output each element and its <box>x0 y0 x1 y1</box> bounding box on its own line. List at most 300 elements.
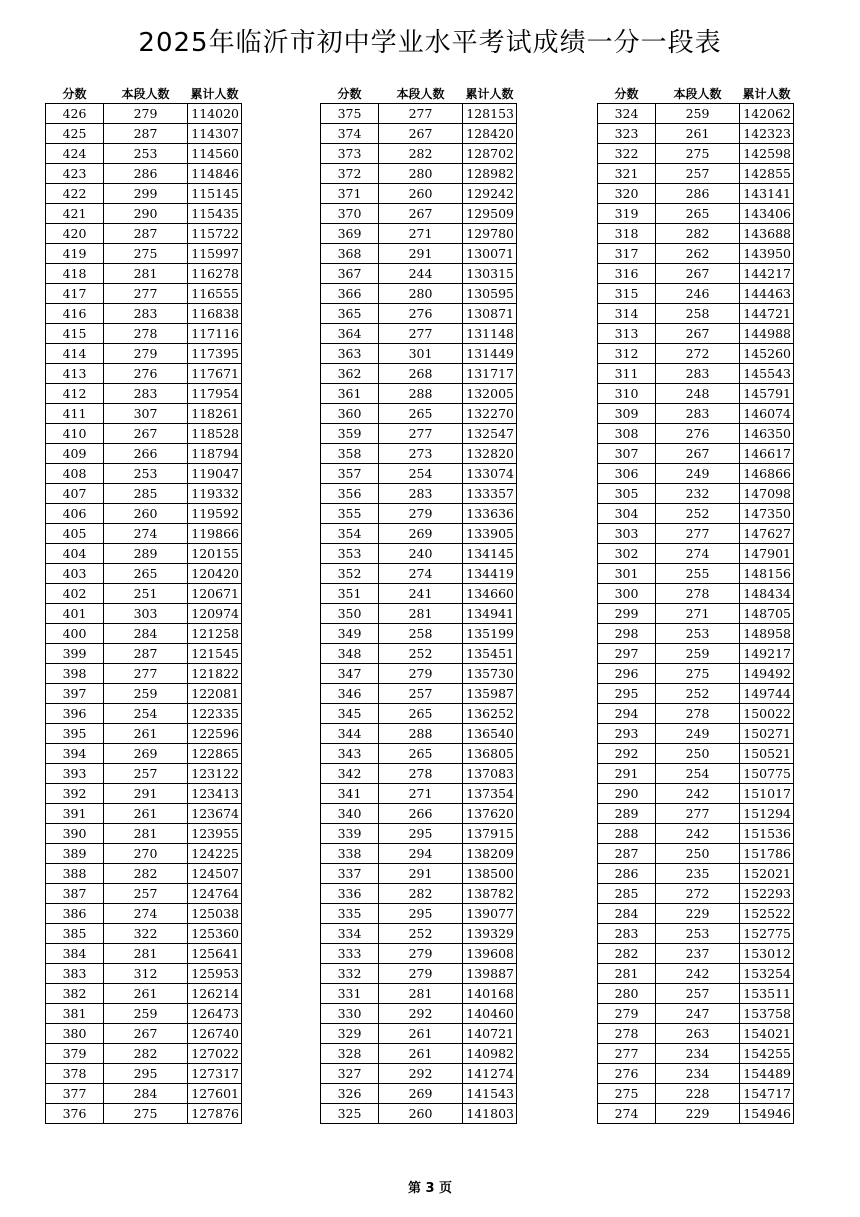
cumulative-count-cell: 150271 <box>740 724 794 744</box>
table-row <box>46 144 242 164</box>
score-table-3 <box>597 84 794 1124</box>
score-cell: 338 <box>321 844 379 864</box>
column-header-score: 分数 <box>598 84 656 104</box>
table-row <box>598 1024 794 1044</box>
table-row <box>598 784 794 804</box>
score-cell: 314 <box>598 304 656 324</box>
cumulative-count-cell: 124225 <box>188 844 242 864</box>
table-row <box>598 584 794 604</box>
table-row <box>46 904 242 924</box>
table-row <box>46 1084 242 1104</box>
cumulative-count-cell: 144463 <box>740 284 794 304</box>
table-row <box>46 884 242 904</box>
table-row <box>46 844 242 864</box>
cumulative-count-cell: 153758 <box>740 1004 794 1024</box>
table-row <box>321 1064 517 1084</box>
score-cell: 343 <box>321 744 379 764</box>
segment-count-cell: 269 <box>104 744 188 764</box>
column-header-cumulative-count: 累计人数 <box>188 84 242 104</box>
score-cell: 276 <box>598 1064 656 1084</box>
score-cell: 421 <box>46 204 104 224</box>
cumulative-count-cell: 151536 <box>740 824 794 844</box>
table-row <box>46 464 242 484</box>
cumulative-count-cell: 126214 <box>188 984 242 1004</box>
score-cell: 301 <box>598 564 656 584</box>
score-cell: 395 <box>46 724 104 744</box>
score-cell: 288 <box>598 824 656 844</box>
segment-count-cell: 277 <box>656 524 740 544</box>
table-row <box>321 844 517 864</box>
score-cell: 374 <box>321 124 379 144</box>
table-row <box>598 724 794 744</box>
segment-count-cell: 262 <box>656 244 740 264</box>
segment-count-cell: 267 <box>379 204 463 224</box>
table-row <box>598 804 794 824</box>
segment-count-cell: 287 <box>104 124 188 144</box>
table-row <box>321 904 517 924</box>
segment-count-cell: 289 <box>104 544 188 564</box>
table-row <box>598 304 794 324</box>
cumulative-count-cell: 147350 <box>740 504 794 524</box>
score-cell: 332 <box>321 964 379 984</box>
segment-count-cell: 271 <box>379 784 463 804</box>
cumulative-count-cell: 146074 <box>740 404 794 424</box>
cumulative-count-cell: 137915 <box>463 824 517 844</box>
table-row <box>46 744 242 764</box>
segment-count-cell: 229 <box>656 904 740 924</box>
table-row <box>46 664 242 684</box>
cumulative-count-cell: 154255 <box>740 1044 794 1064</box>
table-row <box>598 324 794 344</box>
table-row <box>321 344 517 364</box>
table-row <box>321 264 517 284</box>
table-row <box>46 804 242 824</box>
segment-count-cell: 283 <box>656 364 740 384</box>
score-cell: 362 <box>321 364 379 384</box>
score-cell: 330 <box>321 1004 379 1024</box>
score-cell: 274 <box>598 1104 656 1124</box>
cumulative-count-cell: 150521 <box>740 744 794 764</box>
score-cell: 335 <box>321 904 379 924</box>
score-cell: 351 <box>321 584 379 604</box>
score-cell: 322 <box>598 144 656 164</box>
cumulative-count-cell: 140721 <box>463 1024 517 1044</box>
score-cell: 284 <box>598 904 656 924</box>
cumulative-count-cell: 137083 <box>463 764 517 784</box>
segment-count-cell: 281 <box>104 264 188 284</box>
table-row <box>46 264 242 284</box>
cumulative-count-cell: 116278 <box>188 264 242 284</box>
score-cell: 308 <box>598 424 656 444</box>
cumulative-count-cell: 139329 <box>463 924 517 944</box>
page-number: 第 3 页 <box>407 1181 453 1196</box>
segment-count-cell: 286 <box>104 164 188 184</box>
table-row <box>321 124 517 144</box>
cumulative-count-cell: 149492 <box>740 664 794 684</box>
score-cell: 367 <box>321 264 379 284</box>
cumulative-count-cell: 154021 <box>740 1024 794 1044</box>
segment-count-cell: 274 <box>379 564 463 584</box>
cumulative-count-cell: 145543 <box>740 364 794 384</box>
segment-count-cell: 279 <box>379 504 463 524</box>
cumulative-count-cell: 118794 <box>188 444 242 464</box>
cumulative-count-cell: 138500 <box>463 864 517 884</box>
table-row <box>321 144 517 164</box>
score-cell: 369 <box>321 224 379 244</box>
score-cell: 318 <box>598 224 656 244</box>
table-row <box>46 244 242 264</box>
segment-count-cell: 270 <box>104 844 188 864</box>
segment-count-cell: 229 <box>656 1104 740 1124</box>
cumulative-count-cell: 148958 <box>740 624 794 644</box>
cumulative-count-cell: 137620 <box>463 804 517 824</box>
segment-count-cell: 312 <box>104 964 188 984</box>
segment-count-cell: 259 <box>656 644 740 664</box>
segment-count-cell: 234 <box>656 1064 740 1084</box>
score-cell: 359 <box>321 424 379 444</box>
segment-count-cell: 275 <box>104 1104 188 1124</box>
segment-count-cell: 259 <box>104 1004 188 1024</box>
cumulative-count-cell: 123674 <box>188 804 242 824</box>
cumulative-count-cell: 123413 <box>188 784 242 804</box>
score-cell: 388 <box>46 864 104 884</box>
cumulative-count-cell: 127601 <box>188 1084 242 1104</box>
table-row <box>46 724 242 744</box>
segment-count-cell: 250 <box>656 844 740 864</box>
score-cell: 328 <box>321 1044 379 1064</box>
score-cell: 296 <box>598 664 656 684</box>
segment-count-cell: 291 <box>379 864 463 884</box>
table-row <box>598 1044 794 1064</box>
cumulative-count-cell: 152021 <box>740 864 794 884</box>
table-row <box>321 804 517 824</box>
segment-count-cell: 267 <box>104 424 188 444</box>
segment-count-cell: 279 <box>104 104 188 124</box>
cumulative-count-cell: 133357 <box>463 484 517 504</box>
score-table-2 <box>320 84 517 1124</box>
score-cell: 426 <box>46 104 104 124</box>
score-cell: 404 <box>46 544 104 564</box>
cumulative-count-cell: 140982 <box>463 1044 517 1064</box>
table-row <box>46 1024 242 1044</box>
cumulative-count-cell: 134941 <box>463 604 517 624</box>
score-cell: 366 <box>321 284 379 304</box>
cumulative-count-cell: 141274 <box>463 1064 517 1084</box>
table-row <box>321 364 517 384</box>
table-row <box>321 644 517 664</box>
cumulative-count-cell: 131449 <box>463 344 517 364</box>
segment-count-cell: 261 <box>379 1044 463 1064</box>
table-row <box>321 104 517 124</box>
segment-count-cell: 294 <box>379 844 463 864</box>
cumulative-count-cell: 119047 <box>188 464 242 484</box>
score-cell: 398 <box>46 664 104 684</box>
table-row <box>598 864 794 884</box>
table-row <box>598 944 794 964</box>
table-row <box>321 984 517 1004</box>
segment-count-cell: 266 <box>104 444 188 464</box>
segment-count-cell: 282 <box>104 1044 188 1064</box>
cumulative-count-cell: 130315 <box>463 264 517 284</box>
score-cell: 352 <box>321 564 379 584</box>
score-cell: 319 <box>598 204 656 224</box>
segment-count-cell: 228 <box>656 1084 740 1104</box>
cumulative-count-cell: 147901 <box>740 544 794 564</box>
segment-count-cell: 271 <box>656 604 740 624</box>
score-cell: 275 <box>598 1084 656 1104</box>
column-header-score: 分数 <box>46 84 104 104</box>
segment-count-cell: 278 <box>656 584 740 604</box>
segment-count-cell: 261 <box>104 984 188 1004</box>
cumulative-count-cell: 123955 <box>188 824 242 844</box>
score-cell: 385 <box>46 924 104 944</box>
score-cell: 348 <box>321 644 379 664</box>
segment-count-cell: 254 <box>656 764 740 784</box>
table-row <box>46 684 242 704</box>
table-row <box>46 704 242 724</box>
table-row <box>321 1084 517 1104</box>
table-row <box>598 164 794 184</box>
score-cell: 397 <box>46 684 104 704</box>
score-cell: 300 <box>598 584 656 604</box>
cumulative-count-cell: 124507 <box>188 864 242 884</box>
segment-count-cell: 252 <box>656 504 740 524</box>
cumulative-count-cell: 154717 <box>740 1084 794 1104</box>
cumulative-count-cell: 135199 <box>463 624 517 644</box>
cumulative-count-cell: 142598 <box>740 144 794 164</box>
table-row <box>598 384 794 404</box>
table-row <box>46 524 242 544</box>
score-cell: 345 <box>321 704 379 724</box>
cumulative-count-cell: 137354 <box>463 784 517 804</box>
table-row <box>598 704 794 724</box>
score-cell: 294 <box>598 704 656 724</box>
segment-count-cell: 250 <box>656 744 740 764</box>
cumulative-count-cell: 128982 <box>463 164 517 184</box>
table-row <box>321 504 517 524</box>
table-row <box>598 744 794 764</box>
cumulative-count-cell: 125641 <box>188 944 242 964</box>
cumulative-count-cell: 147627 <box>740 524 794 544</box>
segment-count-cell: 281 <box>379 604 463 624</box>
table-row <box>46 644 242 664</box>
segment-count-cell: 285 <box>104 484 188 504</box>
table-row <box>598 204 794 224</box>
score-cell: 324 <box>598 104 656 124</box>
table-row <box>598 144 794 164</box>
cumulative-count-cell: 146617 <box>740 444 794 464</box>
score-cell: 391 <box>46 804 104 824</box>
cumulative-count-cell: 138209 <box>463 844 517 864</box>
table-row <box>321 1004 517 1024</box>
cumulative-count-cell: 133905 <box>463 524 517 544</box>
column-header-segment-count: 本段人数 <box>656 84 740 104</box>
segment-count-cell: 258 <box>656 304 740 324</box>
cumulative-count-cell: 135987 <box>463 684 517 704</box>
table-row <box>321 764 517 784</box>
score-cell: 317 <box>598 244 656 264</box>
score-cell: 389 <box>46 844 104 864</box>
segment-count-cell: 232 <box>656 484 740 504</box>
segment-count-cell: 288 <box>379 724 463 744</box>
segment-count-cell: 286 <box>656 184 740 204</box>
segment-count-cell: 277 <box>379 424 463 444</box>
table-row <box>598 684 794 704</box>
segment-count-cell: 277 <box>656 804 740 824</box>
segment-count-cell: 257 <box>104 764 188 784</box>
score-cell: 311 <box>598 364 656 384</box>
segment-count-cell: 322 <box>104 924 188 944</box>
cumulative-count-cell: 121545 <box>188 644 242 664</box>
score-cell: 364 <box>321 324 379 344</box>
cumulative-count-cell: 147098 <box>740 484 794 504</box>
table-row <box>598 244 794 264</box>
table-row <box>46 604 242 624</box>
table-row <box>46 924 242 944</box>
cumulative-count-cell: 122865 <box>188 744 242 764</box>
cumulative-count-cell: 119866 <box>188 524 242 544</box>
cumulative-count-cell: 153012 <box>740 944 794 964</box>
cumulative-count-cell: 125360 <box>188 924 242 944</box>
table-row <box>598 764 794 784</box>
segment-count-cell: 295 <box>104 1064 188 1084</box>
score-cell: 334 <box>321 924 379 944</box>
table-row <box>321 884 517 904</box>
score-cell: 312 <box>598 344 656 364</box>
table-row <box>46 404 242 424</box>
segment-count-cell: 275 <box>656 664 740 684</box>
cumulative-count-cell: 128702 <box>463 144 517 164</box>
table-row <box>598 984 794 1004</box>
segment-count-cell: 276 <box>656 424 740 444</box>
table-row <box>598 104 794 124</box>
table-row <box>598 604 794 624</box>
segment-count-cell: 249 <box>656 724 740 744</box>
cumulative-count-cell: 124764 <box>188 884 242 904</box>
column-header-cumulative-count: 累计人数 <box>463 84 517 104</box>
score-cell: 279 <box>598 1004 656 1024</box>
segment-count-cell: 253 <box>104 144 188 164</box>
table-row <box>321 404 517 424</box>
cumulative-count-cell: 143406 <box>740 204 794 224</box>
score-cell: 297 <box>598 644 656 664</box>
score-cell: 327 <box>321 1064 379 1084</box>
cumulative-count-cell: 148705 <box>740 604 794 624</box>
segment-count-cell: 261 <box>656 124 740 144</box>
score-cell: 293 <box>598 724 656 744</box>
segment-count-cell: 246 <box>656 284 740 304</box>
cumulative-count-cell: 144217 <box>740 264 794 284</box>
score-cell: 349 <box>321 624 379 644</box>
table-row <box>46 204 242 224</box>
cumulative-count-cell: 127876 <box>188 1104 242 1124</box>
segment-count-cell: 303 <box>104 604 188 624</box>
table-row <box>46 964 242 984</box>
score-cell: 316 <box>598 264 656 284</box>
segment-count-cell: 252 <box>379 924 463 944</box>
cumulative-count-cell: 122081 <box>188 684 242 704</box>
table-row <box>321 464 517 484</box>
table-row <box>321 304 517 324</box>
table-row <box>321 824 517 844</box>
score-cell: 418 <box>46 264 104 284</box>
segment-count-cell: 257 <box>379 684 463 704</box>
cumulative-count-cell: 139608 <box>463 944 517 964</box>
cumulative-count-cell: 150022 <box>740 704 794 724</box>
cumulative-count-cell: 132270 <box>463 404 517 424</box>
cumulative-count-cell: 130071 <box>463 244 517 264</box>
score-cell: 331 <box>321 984 379 1004</box>
table-row <box>46 384 242 404</box>
score-cell: 380 <box>46 1024 104 1044</box>
segment-count-cell: 249 <box>656 464 740 484</box>
cumulative-count-cell: 127317 <box>188 1064 242 1084</box>
segment-count-cell: 287 <box>104 644 188 664</box>
cumulative-count-cell: 121258 <box>188 624 242 644</box>
column-header-score: 分数 <box>321 84 379 104</box>
score-cell: 340 <box>321 804 379 824</box>
cumulative-count-cell: 142323 <box>740 124 794 144</box>
segment-count-cell: 260 <box>379 184 463 204</box>
table-row <box>321 924 517 944</box>
score-cell: 321 <box>598 164 656 184</box>
table-row <box>321 224 517 244</box>
cumulative-count-cell: 129509 <box>463 204 517 224</box>
segment-count-cell: 280 <box>379 164 463 184</box>
table-row <box>46 124 242 144</box>
table-row <box>46 324 242 344</box>
cumulative-count-cell: 141543 <box>463 1084 517 1104</box>
segment-count-cell: 279 <box>104 344 188 364</box>
cumulative-count-cell: 128153 <box>463 104 517 124</box>
score-cell: 339 <box>321 824 379 844</box>
segment-count-cell: 244 <box>379 264 463 284</box>
cumulative-count-cell: 139077 <box>463 904 517 924</box>
table-row <box>46 304 242 324</box>
segment-count-cell: 307 <box>104 404 188 424</box>
table-row <box>46 864 242 884</box>
cumulative-count-cell: 133636 <box>463 504 517 524</box>
cumulative-count-cell: 123122 <box>188 764 242 784</box>
score-cell: 344 <box>321 724 379 744</box>
score-cell: 373 <box>321 144 379 164</box>
cumulative-count-cell: 119592 <box>188 504 242 524</box>
table-row <box>321 524 517 544</box>
segment-count-cell: 267 <box>104 1024 188 1044</box>
cumulative-count-cell: 144988 <box>740 324 794 344</box>
score-cell: 376 <box>46 1104 104 1124</box>
table-row <box>598 284 794 304</box>
score-cell: 406 <box>46 504 104 524</box>
score-cell: 336 <box>321 884 379 904</box>
segment-count-cell: 242 <box>656 964 740 984</box>
segment-count-cell: 235 <box>656 864 740 884</box>
table-row <box>598 1004 794 1024</box>
column-header-segment-count: 本段人数 <box>379 84 463 104</box>
cumulative-count-cell: 120420 <box>188 564 242 584</box>
score-cell: 357 <box>321 464 379 484</box>
score-table-1 <box>45 84 242 1124</box>
table-row <box>46 944 242 964</box>
table-row <box>46 1064 242 1084</box>
cumulative-count-cell: 115145 <box>188 184 242 204</box>
cumulative-count-cell: 114020 <box>188 104 242 124</box>
cumulative-count-cell: 129780 <box>463 224 517 244</box>
segment-count-cell: 268 <box>379 364 463 384</box>
segment-count-cell: 269 <box>379 524 463 544</box>
table-row <box>598 444 794 464</box>
cumulative-count-cell: 143688 <box>740 224 794 244</box>
